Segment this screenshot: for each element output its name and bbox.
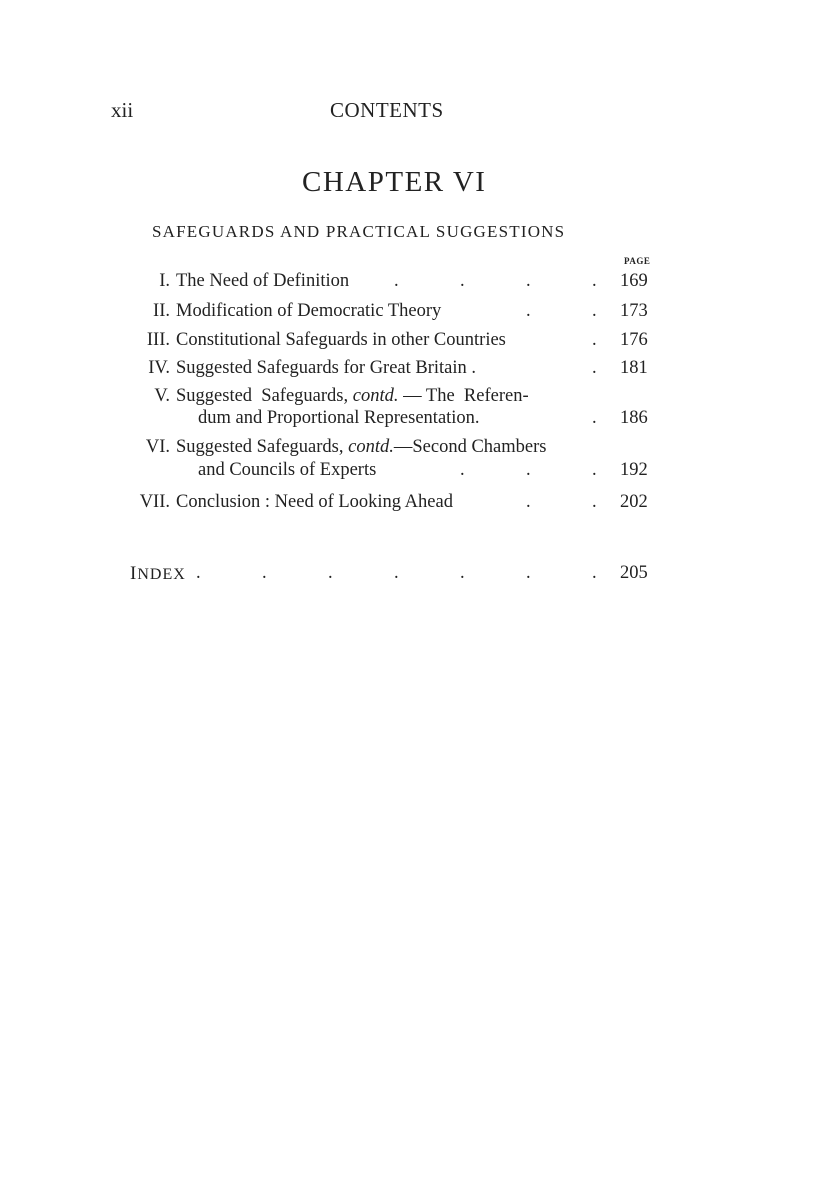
leader-dot: . <box>526 460 531 480</box>
leader-dot: . <box>526 301 531 321</box>
entry-title: Constitutional Safeguards in other Countries <box>176 330 506 350</box>
chapter-title: CHAPTER VI <box>302 166 487 198</box>
entry-title-part: —Second Chambers <box>393 437 547 457</box>
leader-dot: . <box>592 330 597 350</box>
entry-page: 169 <box>620 271 648 291</box>
page-folio: xii <box>111 98 134 122</box>
entry-title-part: Suggested Safeguards, <box>176 386 353 406</box>
entry-number: VI. <box>145 437 170 457</box>
leader-dot: . <box>262 563 267 583</box>
leader-dot: . <box>328 563 333 583</box>
leader-dot: . <box>592 408 597 428</box>
entry-number: II. <box>153 301 170 321</box>
entry-title: Modification of Democratic Theory <box>176 301 442 321</box>
entry-title-continued: dum and Proportional Representation. <box>198 408 480 428</box>
entry-page: 192 <box>620 460 648 480</box>
entry-page: 173 <box>620 301 648 321</box>
leader-dot: . <box>592 492 597 512</box>
entry-title: The Need of Definition <box>176 271 350 291</box>
entry-number: VII. <box>139 492 170 512</box>
leader-dot: . <box>460 563 465 583</box>
leader-dot: . <box>592 358 597 378</box>
index-label-rest: NDEX <box>137 566 186 583</box>
entry-title: Conclusion : Need of Looking Ahead <box>176 492 453 512</box>
leader-dot: . <box>526 271 531 291</box>
entry-page: 176 <box>620 330 648 350</box>
entry-title-italic: contd. <box>348 437 394 457</box>
entry-title <box>176 437 546 458</box>
entry-title: Suggested Safeguards for Great Britain . <box>176 358 477 378</box>
entry-number: V. <box>154 386 170 406</box>
entry-number: IV. <box>148 358 170 378</box>
entry-number: I. <box>159 271 170 291</box>
entry-page: 181 <box>620 358 648 378</box>
leader-dot: . <box>592 301 597 321</box>
index-page: 205 <box>620 563 648 583</box>
running-title: CONTENTS <box>330 98 444 122</box>
leader-dot: . <box>592 563 597 583</box>
leader-dot: . <box>526 563 531 583</box>
leader-dot: . <box>460 460 465 480</box>
index-label <box>130 563 186 585</box>
entry-page: 186 <box>620 408 648 428</box>
entry-title-part: Suggested Safeguards, <box>176 437 349 457</box>
entry-title-italic: contd. <box>352 386 399 406</box>
leader-dot: . <box>196 563 201 583</box>
page-column-label: PAGE <box>624 256 651 266</box>
leader-dot: . <box>592 271 597 291</box>
entry-title <box>176 386 596 407</box>
entry-page: 202 <box>620 492 648 512</box>
leader-dot: . <box>526 492 531 512</box>
entry-title-continued: and Councils of Experts <box>198 460 377 480</box>
entry-title-part: — The Referen- <box>398 386 529 406</box>
index-label-initial: I <box>130 563 138 584</box>
chapter-subtitle: SAFEGUARDS AND PRACTICAL SUGGESTIONS <box>152 222 566 241</box>
leader-dot: . <box>394 563 399 583</box>
leader-dot: . <box>592 460 597 480</box>
leader-dot: . <box>394 271 399 291</box>
entry-number: III. <box>146 330 170 350</box>
leader-dot: . <box>460 271 465 291</box>
